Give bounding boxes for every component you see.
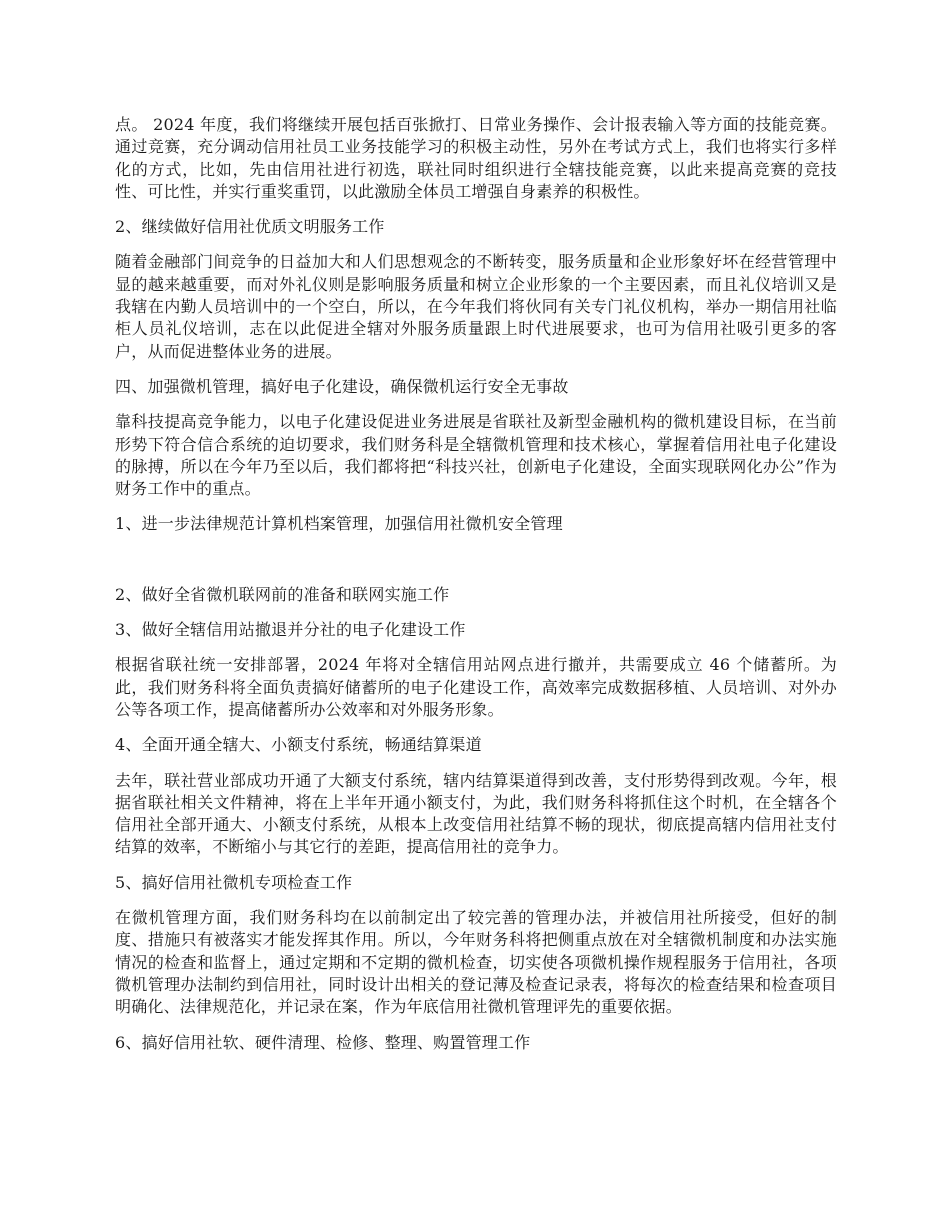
document-body bbox=[115, 114, 837, 1067]
paragraph-payment-system: 去年，联社营业部成功开通了大额支付系统，辖内结算渠道得到改善，支付形势得到改观。今年，根据省联社相关文件精神，将在上半年开通小额支付，为此，我们财务科将抓住这个时机，在全辖各个信用社全部开通大、小额支付系统，从根本上改变信用社结算不畅的现状，彻底提高辖内信用社支付结算的效率，不断缩小与其它行的差距，提高信用社的竞争力。 bbox=[115, 770, 837, 857]
heading-special-inspection: 5、搞好信用社微机专项检查工作 bbox=[115, 872, 353, 892]
heading-network-preparation: 2、做好全省微机联网前的准备和联网实施工作 bbox=[115, 584, 450, 604]
heading-archive-management: 1、进一步法律规范计算机档案管理，加强信用社微机安全管理 bbox=[115, 514, 563, 534]
paragraph-skill-competition: 点。 2024 年度，我们将继续开展包括百张掀打、日常业务操作、会计报表输入等方面的技能竞赛。通过竞赛，充分调动信用社员工业务技能学习的积极主动性，另外在考试方式上，我们也将实行多样化的方式，比如，先由信用社进行初选，联社同时组织进行全辖技能竞赛，以此来提高竞赛的竞技性、可比性，并实行重奖重罚，以此激励全体员工增强自身素养的积极性。 bbox=[115, 115, 837, 201]
paragraph-savings-offices: 根据省联社统一安排部署，2024 年将对全辖信用站网点进行撤并，共需要成立 46 个储蓄所。为此，我们财务科将全面负责搞好储蓄所的电子化建设工作，高效率完成数据移植、人员培训、对外办公等各项工作，提高储蓄所办公效率和对外服务形象。 bbox=[115, 655, 837, 719]
paragraph-etiquette-training: 随着金融部门间竞争的日益加大和人们思想观念的不断转变，服务质量和企业形象好坏在经营管理中显的越来越重要，而对外礼仪则是影响服务质量和树立企业形象的一个主要因素，而且礼仪培训又是我辖在内勤人员培训中的一个空白，所以，在今年我们将伙同有关专门礼仪机构，举办一期信用社临柜人员礼仪培训，志在以此促进全辖对外服务质量跟上时代进展要求，也可为信用社吸引更多的客户，从而促进整体业务的进展。 bbox=[115, 252, 837, 361]
paragraph-inspection: 在微机管理方面，我们财务科均在以前制定出了较完善的管理办法，并被信用社所接受，但好的制度、措施只有被落实才能发挥其作用。所以，今年财务科将把侧重点放在对全辖微机制度和办法实施情况的检查和监督上，通过定期和不定期的微机检查，切实使各项微机操作规程服务于信用社，各项微机管理办法制约到信用社，同时设计出相关的登记薄及检查记录表，将每次的检查结果和检查项目明确化、法律规范化，并记录在案，作为年底信用社微机管理评先的重要依据。 bbox=[115, 908, 837, 1017]
paragraph-technology: 靠科技提高竞争能力，以电子化建设促进业务进展是省联社及新型金融机构的微机建设目标，在当前形势下符合信合系统的迫切要求，我们财务科是全辖微机管理和技术核心，掌握着信用社电子化建设的脉搏，所以在今年乃至以后，我们都将把“科技兴社，创新电子化建设，全面实现联网化办公”作为财务工作中的重点。 bbox=[115, 412, 837, 499]
heading-hardware-software: 6、搞好信用社软、硬件清理、检修、整理、购置管理工作 bbox=[115, 1032, 531, 1052]
heading-computer-management: 四、加强微机管理，搞好电子化建设，确保微机运行安全无事故 bbox=[115, 376, 569, 396]
heading-payment-system: 4、全面开通全辖大、小额支付系统，畅通结算渠道 bbox=[115, 735, 482, 755]
heading-service-work: 2、继续做好信用社优质文明服务工作 bbox=[115, 217, 385, 237]
heading-station-merger: 3、做好全辖信用站撤退并分社的电子化建设工作 bbox=[115, 620, 466, 640]
